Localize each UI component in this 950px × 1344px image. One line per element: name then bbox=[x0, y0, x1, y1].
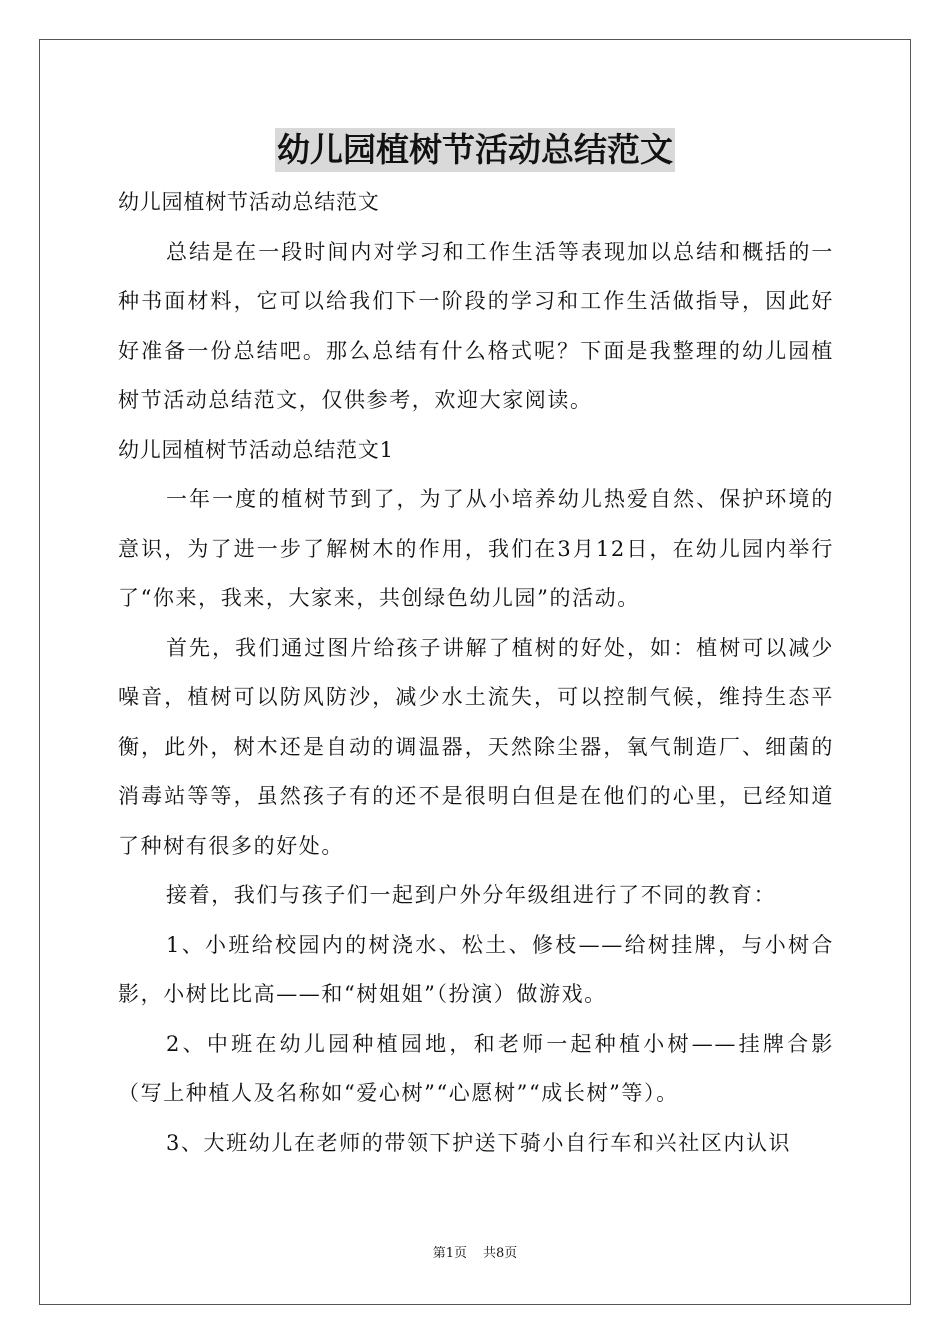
list-item-2: 2、中班在幼儿园种植园地，和老师一起种植小树——挂牌合影（写上种植人及名称如“爱心树”“心愿树”“成长树”等）。 bbox=[118, 1031, 834, 1105]
document-body bbox=[118, 178, 834, 1168]
title-area bbox=[0, 128, 950, 172]
section-heading-1: 幼儿园植树节活动总结范文1 bbox=[118, 437, 394, 462]
subtitle-heading: 幼儿园植树节活动总结范文 bbox=[118, 190, 380, 214]
list-item-1: 1、小班给校园内的树浇水、松土、修枝——给树挂牌，与小树合影，小树比比高——和“树姐姐”（扮演）做游戏。 bbox=[118, 932, 834, 1006]
body-paragraph: 一年一度的植树节到了，为了从小培养幼儿热爱自然、保护环境的意识，为了进一步了解树木的作用，我们在3月12日，在幼儿园内举行了“你来，我来，大家来，共创绿色幼儿园”的活动。 bbox=[118, 487, 834, 610]
list-item-3: 3、大班幼儿在老师的带领下护送下骑小自行车和兴社区内认识 bbox=[166, 1130, 792, 1155]
page-total: 共8页 bbox=[483, 1246, 518, 1261]
page-number: 第1页 bbox=[432, 1246, 467, 1261]
body-paragraph: 首先，我们通过图片给孩子讲解了植树的好处，如：植树可以减少噪音，植树可以防风防沙，减少水土流失，可以控制气候，维持生态平衡，此外，树木还是自动的调温器，天然除尘器，氧气制造厂、细菌的消毒站等等，虽然孩子有的还不是很明白但是在他们的心里，已经知道了种树有很多的好处。 bbox=[118, 635, 834, 858]
document-title: 幼儿园植树节活动总结范文 bbox=[275, 128, 675, 172]
body-paragraph: 接着，我们与孩子们一起到户外分年级组进行了不同的教育： bbox=[166, 883, 777, 907]
intro-paragraph: 总结是在一段时间内对学习和工作生活等表现加以总结和概括的一种书面材料，它可以给我们下一阶段的学习和工作生活做指导，因此好好准备一份总结吧。那么总结有什么格式呢？下面是我整理的幼儿园植树节活动总结范文，仅供参考，欢迎大家阅读。 bbox=[118, 239, 834, 412]
page-footer bbox=[0, 1244, 950, 1264]
